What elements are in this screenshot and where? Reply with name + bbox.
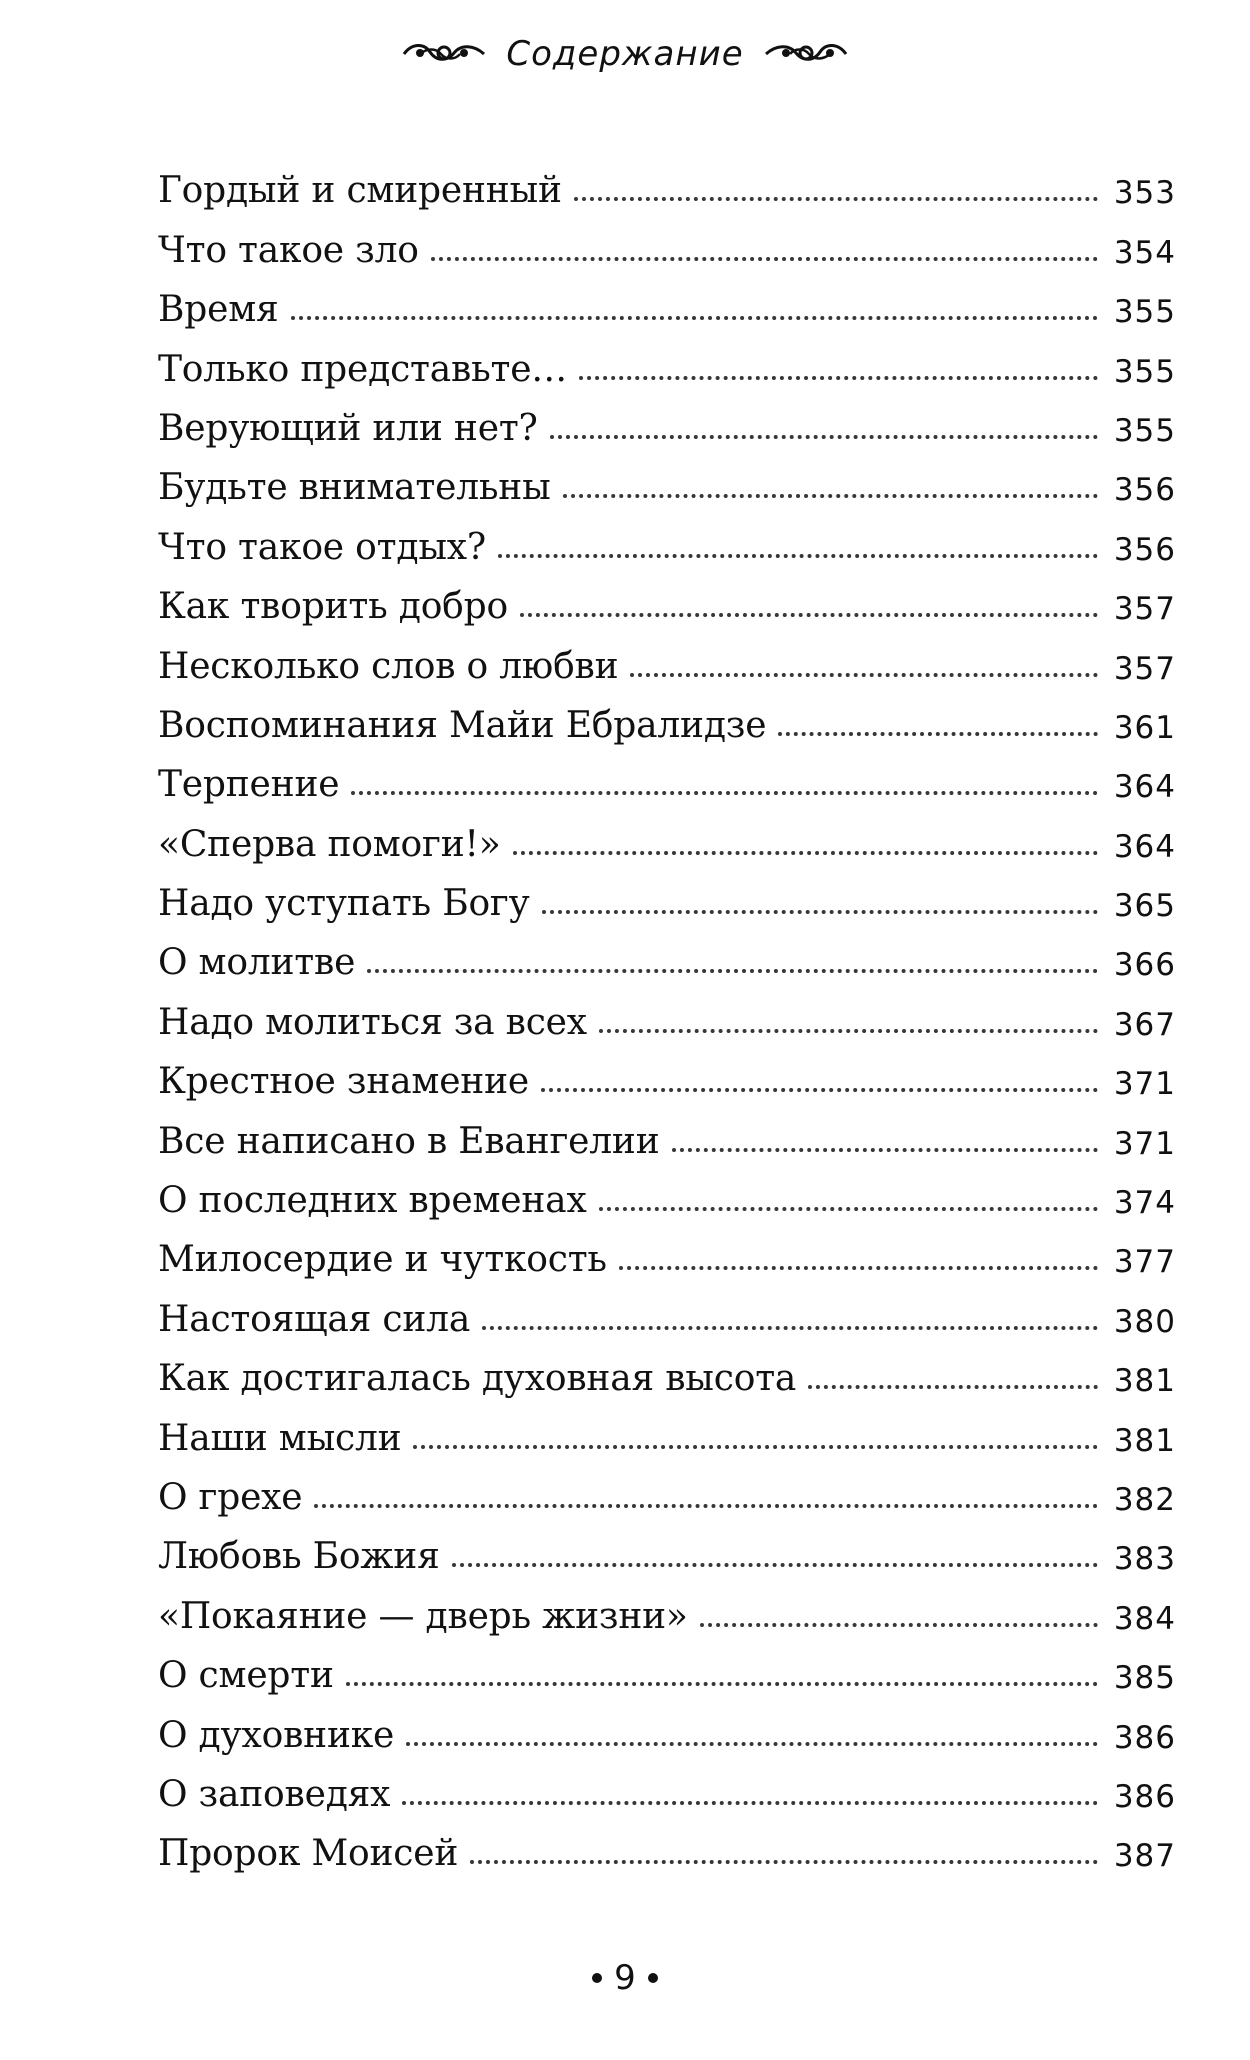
toc-dot-leader bbox=[778, 732, 1098, 736]
toc-dot-leader bbox=[452, 1563, 1098, 1567]
toc-entry-title: Верующий или нет? bbox=[158, 407, 538, 449]
toc-page-number: 383 bbox=[1113, 1541, 1176, 1578]
toc-entry-title: О последних временах bbox=[158, 1180, 587, 1222]
toc-entry-title: Милосердие и чуткость bbox=[158, 1239, 607, 1281]
toc-row bbox=[158, 1338, 1176, 1400]
toc-dot-leader bbox=[619, 1266, 1098, 1270]
toc-row bbox=[158, 625, 1176, 687]
toc-page-number: 356 bbox=[1113, 531, 1176, 568]
toc-dot-leader bbox=[513, 851, 1098, 855]
toc-dot-leader bbox=[402, 1801, 1098, 1805]
toc-entry-title: Как достигалась духовная высота bbox=[158, 1358, 797, 1400]
toc-dot-leader bbox=[630, 673, 1098, 677]
toc-dot-leader bbox=[351, 791, 1098, 795]
toc-entry-title: Что такое отдых? bbox=[158, 526, 486, 568]
toc-page-number: 357 bbox=[1113, 650, 1176, 687]
toc-row bbox=[158, 566, 1176, 628]
toc-row bbox=[158, 388, 1176, 447]
toc-row bbox=[158, 1813, 1176, 1875]
toc-page-number: 386 bbox=[1113, 1778, 1176, 1815]
toc-entry-title: Пророк Моисей bbox=[158, 1833, 459, 1875]
toc-row bbox=[158, 1100, 1176, 1162]
toc-dot-leader bbox=[563, 494, 1098, 498]
page-number-right-dot bbox=[648, 1973, 658, 1983]
toc-row bbox=[158, 1694, 1176, 1756]
toc-dot-leader bbox=[291, 316, 1098, 320]
page-footer bbox=[0, 1958, 1250, 1998]
toc-row bbox=[158, 803, 1176, 865]
toc-page-number: 386 bbox=[1113, 1719, 1176, 1756]
toc-page-number: 371 bbox=[1113, 1125, 1176, 1162]
toc-entry-title: Что такое зло bbox=[158, 229, 419, 271]
toc-dot-leader bbox=[672, 1148, 1099, 1152]
page-number-left-dot bbox=[592, 1973, 602, 1983]
toc-page-number: 385 bbox=[1113, 1660, 1176, 1697]
toc-page-number: 381 bbox=[1113, 1363, 1176, 1400]
toc-entry-title: Будьте внимательны bbox=[158, 467, 551, 509]
toc-entry-title: «Покаяние — дверь жизни» bbox=[158, 1595, 688, 1637]
toc-page-number: 366 bbox=[1113, 947, 1176, 984]
toc-dot-leader bbox=[700, 1623, 1098, 1627]
toc-entry-title: О грехе bbox=[158, 1476, 303, 1518]
toc-page-number: 355 bbox=[1113, 294, 1176, 331]
toc-page-number: 387 bbox=[1113, 1838, 1176, 1875]
toc-dot-leader bbox=[550, 435, 1098, 439]
toc-dot-leader bbox=[579, 376, 1098, 380]
toc-entry-title: Надо уступать Богу bbox=[158, 883, 530, 925]
toc-page-number: 382 bbox=[1113, 1481, 1176, 1518]
toc-entry-title: О смерти bbox=[158, 1655, 334, 1697]
toc-page-number: 367 bbox=[1113, 1006, 1176, 1043]
toc-entry-title: Воспоминания Майи Ебралидзе bbox=[158, 704, 767, 746]
toc-dot-leader bbox=[470, 1860, 1098, 1864]
toc-entry-title: Время bbox=[158, 289, 279, 331]
toc-dot-leader bbox=[808, 1385, 1098, 1389]
table-of-contents bbox=[158, 150, 1176, 1875]
toc-entry-title: Только представьте… bbox=[158, 348, 568, 390]
toc-row bbox=[158, 1219, 1176, 1281]
toc-page-number: 355 bbox=[1113, 353, 1176, 390]
toc-row bbox=[158, 269, 1176, 331]
toc-entry-title: Терпение bbox=[158, 764, 340, 806]
toc-dot-leader bbox=[574, 197, 1098, 201]
toc-page-number: 374 bbox=[1113, 1185, 1176, 1222]
toc-row bbox=[158, 863, 1176, 925]
toc-dot-leader bbox=[367, 969, 1098, 973]
toc-row bbox=[158, 506, 1176, 568]
toc-row bbox=[158, 1575, 1176, 1637]
toc-entry-title: Гордый и смиренный bbox=[158, 170, 562, 212]
toc-row bbox=[158, 744, 1176, 806]
toc-entry-title: О духовнике bbox=[158, 1714, 395, 1756]
toc-page-number: 381 bbox=[1113, 1422, 1176, 1459]
toc-page-number: 380 bbox=[1113, 1303, 1176, 1340]
toc-entry-title: Как творить добро bbox=[158, 586, 508, 628]
header-title: Содержание bbox=[506, 34, 744, 74]
toc-entry-title: О молитве bbox=[158, 942, 356, 984]
toc-page-number: 371 bbox=[1113, 1066, 1176, 1103]
toc-page-number: 356 bbox=[1113, 472, 1176, 509]
toc-dot-leader bbox=[314, 1504, 1098, 1508]
toc-entry-title: Несколько слов о любви bbox=[158, 645, 619, 687]
toc-row bbox=[158, 1160, 1176, 1222]
toc-page-number: 384 bbox=[1113, 1600, 1176, 1637]
toc-page-number: 355 bbox=[1113, 412, 1176, 449]
toc-dot-leader bbox=[542, 910, 1098, 914]
toc-dot-leader bbox=[599, 1207, 1098, 1211]
toc-row bbox=[158, 150, 1176, 212]
toc-entry-title: Наши мысли bbox=[158, 1417, 402, 1459]
toc-page-number: 365 bbox=[1113, 888, 1176, 925]
toc-row bbox=[158, 1457, 1176, 1516]
toc-dot-leader bbox=[406, 1742, 1098, 1746]
toc-row bbox=[158, 1397, 1176, 1459]
toc-row bbox=[158, 447, 1176, 509]
toc-page-number: 364 bbox=[1113, 828, 1176, 865]
toc-dot-leader bbox=[541, 1088, 1098, 1092]
toc-row bbox=[158, 1754, 1176, 1813]
toc-dot-leader bbox=[413, 1445, 1098, 1449]
toc-dot-leader bbox=[599, 1029, 1098, 1033]
toc-dot-leader bbox=[431, 257, 1098, 261]
toc-row bbox=[158, 922, 1176, 984]
toc-row bbox=[158, 1516, 1176, 1578]
ornament-left-icon bbox=[400, 37, 488, 71]
toc-row bbox=[158, 209, 1176, 271]
toc-entry-title: Крестное знамение bbox=[158, 1061, 529, 1103]
toc-dot-leader bbox=[498, 554, 1098, 558]
toc-entry-title: Надо молиться за всех bbox=[158, 1001, 587, 1043]
page-number: 9 bbox=[614, 1958, 636, 1998]
toc-page-number: 357 bbox=[1113, 591, 1176, 628]
toc-entry-title: «Сперва помоги!» bbox=[158, 823, 501, 865]
toc-row bbox=[158, 1041, 1176, 1103]
toc-entry-title: О заповедях bbox=[158, 1773, 391, 1815]
toc-page-number: 353 bbox=[1113, 175, 1176, 212]
toc-page-number: 354 bbox=[1113, 234, 1176, 271]
toc-row bbox=[158, 685, 1176, 744]
toc-page-number: 364 bbox=[1113, 769, 1176, 806]
toc-page-number: 361 bbox=[1113, 709, 1176, 746]
toc-row bbox=[158, 328, 1176, 390]
toc-row bbox=[158, 1278, 1176, 1340]
ornament-right-icon bbox=[762, 37, 850, 71]
toc-entry-title: Настоящая сила bbox=[158, 1298, 471, 1340]
toc-row bbox=[158, 981, 1176, 1043]
toc-dot-leader bbox=[520, 613, 1098, 617]
toc-entry-title: Любовь Божия bbox=[158, 1536, 440, 1578]
toc-page-number: 377 bbox=[1113, 1244, 1176, 1281]
toc-entry-title: Все написано в Евангелии bbox=[158, 1120, 660, 1162]
running-header bbox=[0, 34, 1250, 74]
toc-row bbox=[158, 1635, 1176, 1697]
toc-dot-leader bbox=[346, 1682, 1098, 1686]
toc-dot-leader bbox=[482, 1326, 1098, 1330]
